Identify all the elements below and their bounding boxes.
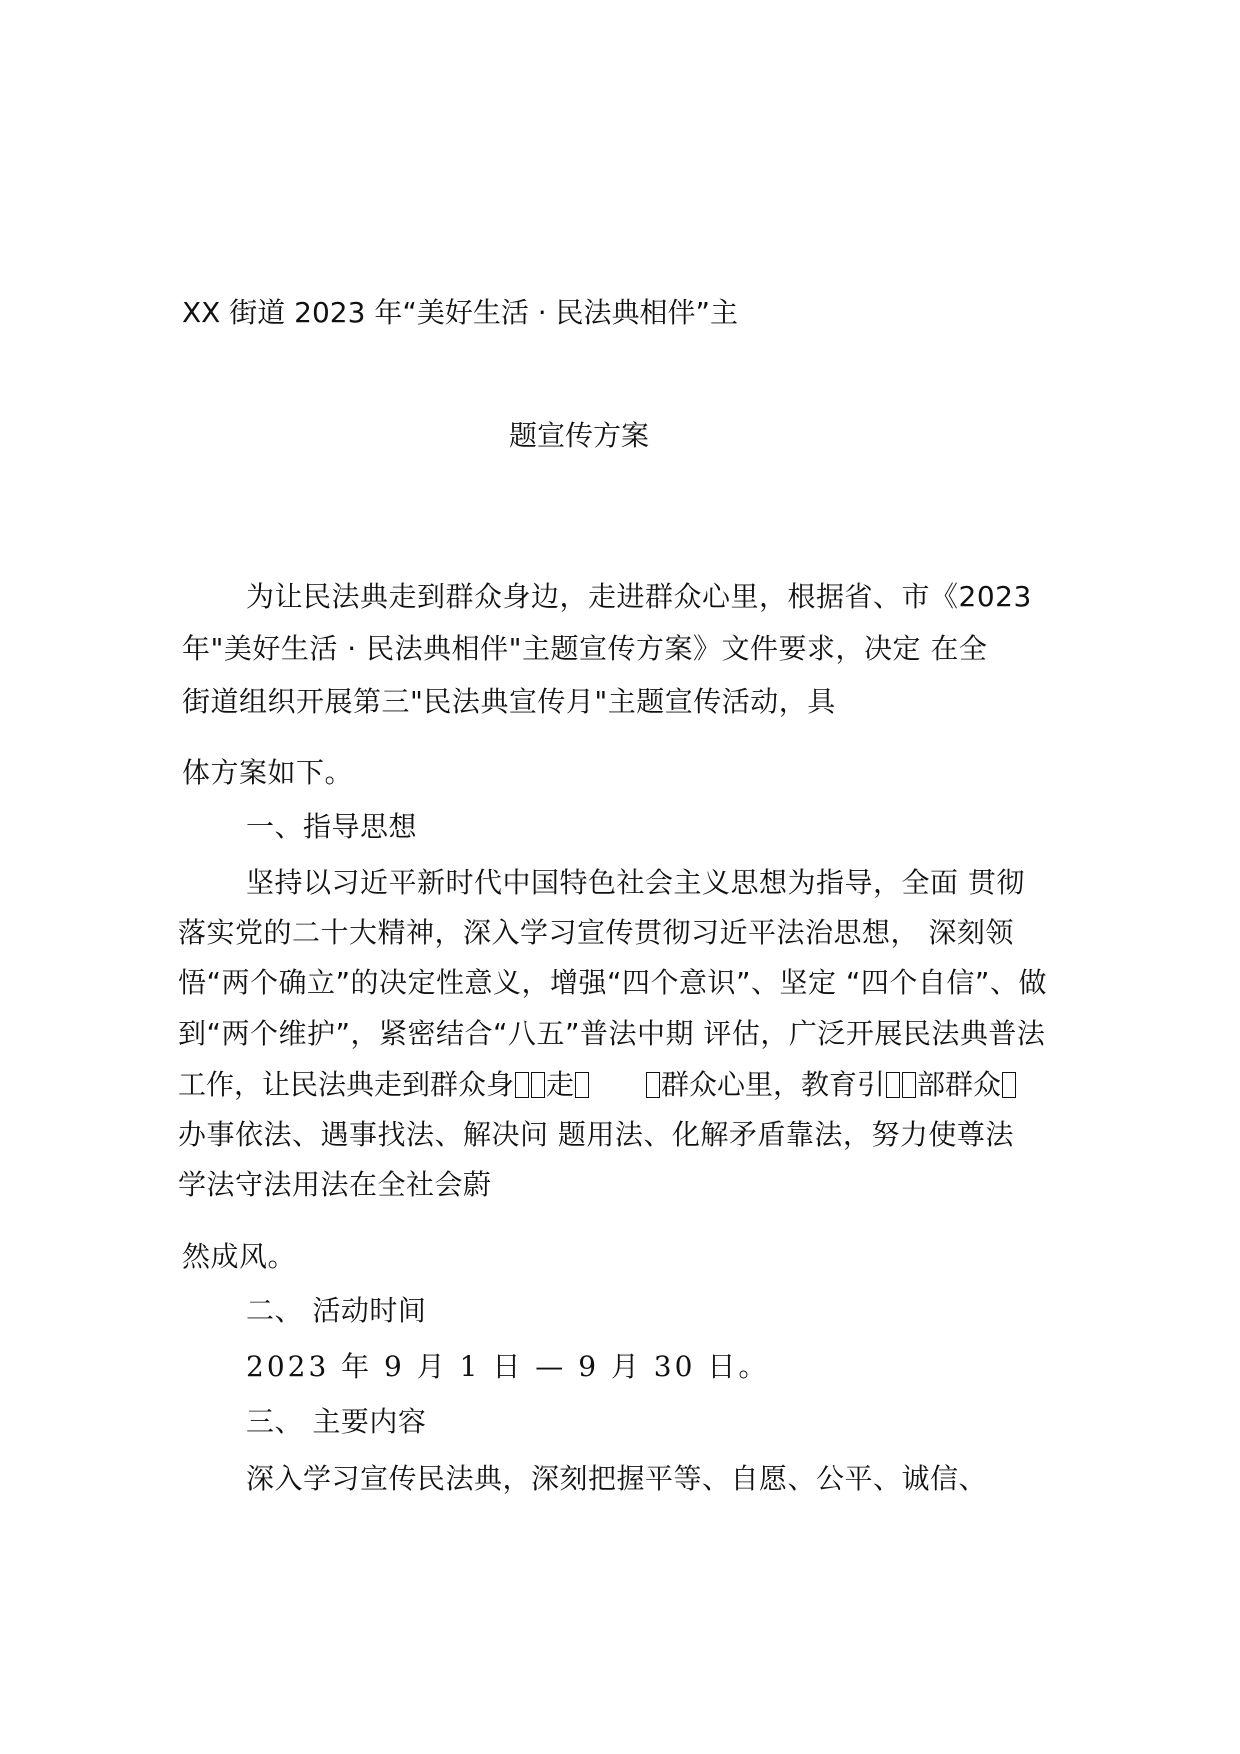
- missing-glyph-box: [575, 1072, 589, 1098]
- section2-heading: 二、 活动时间: [246, 1294, 427, 1327]
- intro-line-2: 年"美好生活 · 民法典相伴"主题宣传方案》文件要求，决定 在全: [182, 632, 988, 665]
- missing-glyph-box: [902, 1072, 916, 1098]
- missing-glyph-box: [531, 1072, 545, 1098]
- missing-glyph-box: [1002, 1072, 1016, 1098]
- section3-line-1: 深入学习宣传民法典，深刻把握平等、自愿、公平、诚信、: [246, 1462, 988, 1495]
- section1-line-7: 学法守法用法在全社会蔚: [178, 1168, 492, 1201]
- intro-line-4: 体方案如下。: [182, 756, 354, 789]
- section1-heading: 一、指导思想: [246, 810, 418, 843]
- section1-line-5-part-b: 走: [546, 1068, 575, 1101]
- title-line-1: XX 街道 2023 年“美好生活 · 民法典相伴”主: [182, 296, 739, 329]
- section1-line-5-part-a: 工作，让民法典走到群众身: [178, 1068, 515, 1101]
- section1-line-3: 悟“两个确立”的决定性意义，增强“四个意识”、坚定 “四个自信”、做: [178, 966, 1047, 999]
- section1-line-1: 坚持以习近平新时代中国特色社会主义思想为指导，全面 贯彻: [246, 866, 1025, 899]
- intro-line-3: 街道组织开展第三"民法典宣传月"主题宣传活动，具: [182, 685, 836, 718]
- missing-glyph-box: [886, 1072, 900, 1098]
- section1-line-8: 然成风。: [182, 1240, 297, 1273]
- section1-line-4: 到“两个维护”，紧密结合“八五”普法中期 评估，广泛开展民法典普法: [178, 1017, 1046, 1050]
- title-line-2: 题宣传方案: [509, 419, 650, 452]
- section1-line-2: 落实党的二十大精神，深入学习宣传贯彻习近平法治思想， 深刻领: [178, 916, 1014, 949]
- section1-line-5-part-d: 部群众: [916, 1068, 1001, 1101]
- section1-line-5: [178, 1068, 1017, 1102]
- intro-line-1: 为让民法典走到群众身边，走进群众心里，根据省、市《2023: [246, 580, 1032, 613]
- section1-line-6: 办事依法、遇事找法、解决问 题用法、化解矛盾靠法，努力使尊法: [178, 1118, 1014, 1151]
- missing-glyph-box: [646, 1072, 660, 1098]
- missing-glyph-box: [515, 1072, 529, 1098]
- section1-line-5-part-c: 群众心里，教育引: [660, 1068, 885, 1101]
- section3-heading: 三、 主要内容: [246, 1405, 427, 1438]
- section2-date: 2023 年 9 月 1 日 — 9 月 30 日。: [246, 1350, 770, 1383]
